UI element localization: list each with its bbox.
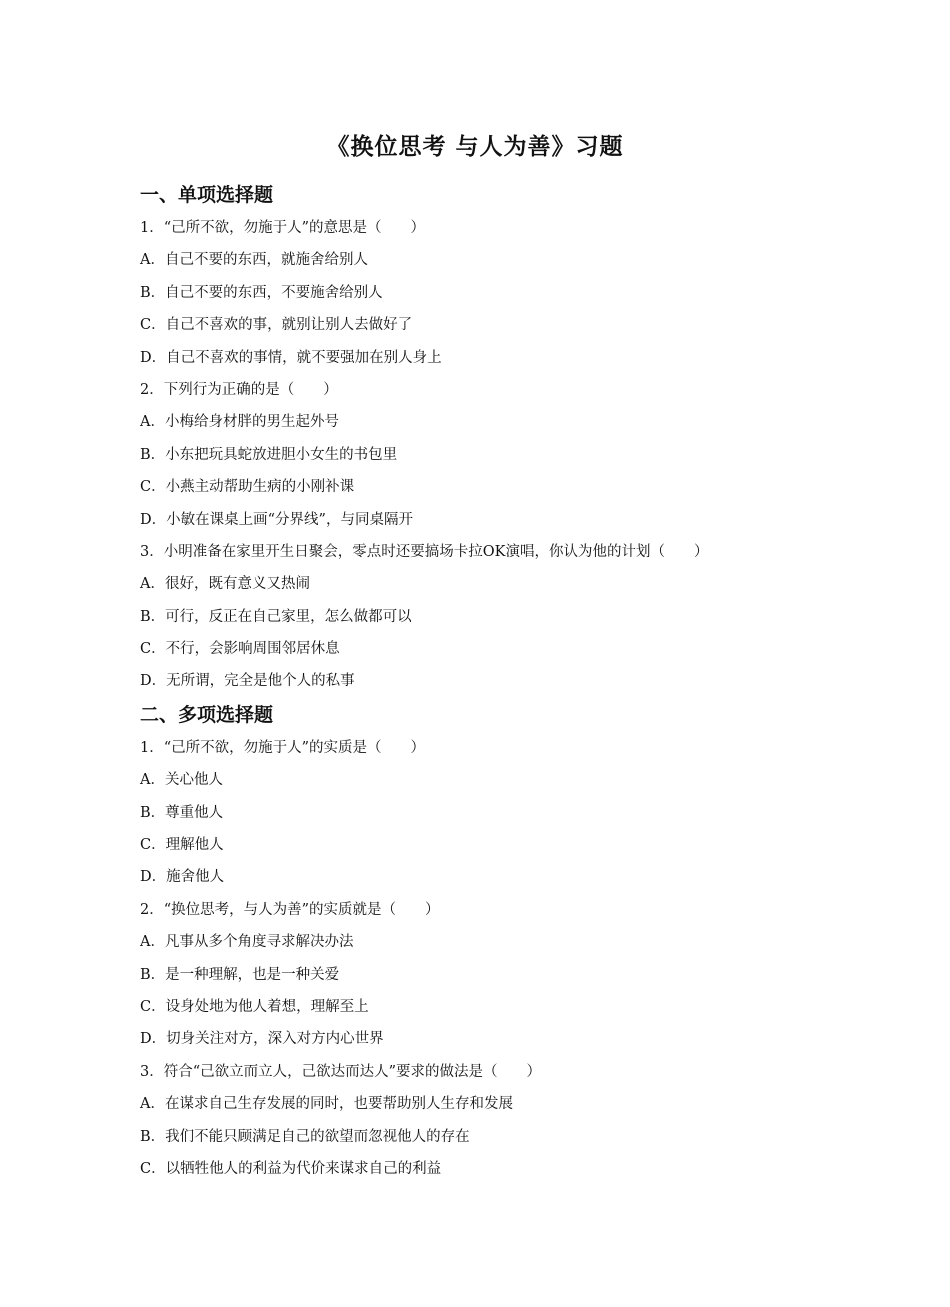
question-block	[140, 374, 840, 536]
question-stem: 2．下列行为正确的是（ ）	[140, 381, 338, 398]
answer-option: C．自己不喜欢的事，就别让别人去做好了	[140, 317, 413, 334]
answer-option: D．小敏在课桌上画“分界线”，与同桌隔开	[140, 511, 413, 528]
question-stem: 3．符合“己欲立而立人，己欲达而达人”要求的做法是（ ）	[140, 1063, 542, 1080]
answer-option: D．无所谓，完全是他个人的私事	[140, 673, 355, 690]
answer-option: B．小东把玩具蛇放进胆小女生的书包里	[140, 446, 398, 463]
answer-option: A．自己不要的东西，就施舍给别人	[140, 252, 368, 269]
answer-option: A．关心他人	[140, 772, 223, 789]
question-stem: 1．“己所不欲，勿施于人”的实质是（ ）	[140, 739, 426, 756]
answer-option: C．设身处地为他人着想，理解至上	[140, 998, 369, 1015]
section-multiple-choice	[140, 698, 840, 1185]
answer-option: B．自己不要的东西，不要施舍给别人	[140, 284, 383, 301]
answer-option: C．以牺牲他人的利益为代价来谋求自己的利益	[140, 1160, 442, 1177]
answer-option: B．可行，反正在自己家里，怎么做都可以	[140, 608, 412, 625]
page-title: 《换位思考 与人为善》习题	[326, 133, 624, 160]
question-block	[140, 732, 840, 894]
question-block	[140, 212, 840, 374]
question-stem: 3．小明准备在家里开生日聚会，零点时还要搞场卡拉OK演唱，你认为他的计划（ ）	[140, 543, 709, 560]
answer-option: B．是一种理解，也是一种关爱	[140, 966, 340, 983]
section-heading: 二、多项选择题	[140, 703, 274, 726]
question-block	[140, 1056, 840, 1186]
question-stem: 2．“换位思考，与人为善”的实质就是（ ）	[140, 901, 440, 918]
answer-option: D．施舍他人	[140, 869, 225, 886]
question-stem: 1．“己所不欲，勿施于人”的意思是（ ）	[140, 220, 426, 236]
answer-option: B．尊重他人	[140, 804, 224, 821]
answer-option: B．我们不能只顾满足自己的欲望而忽视他人的存在	[140, 1128, 470, 1145]
question-block	[140, 536, 840, 698]
answer-option: D．切身关注对方，深入对方内心世界	[140, 1031, 384, 1048]
section-single-choice	[140, 178, 840, 698]
answer-option: C．理解他人	[140, 837, 224, 854]
answer-option: C．不行，会影响周围邻居休息	[140, 641, 340, 658]
answer-option: A．凡事从多个角度寻求解决办法	[140, 934, 354, 951]
answer-option: D．自己不喜欢的事情，就不要强加在别人身上	[140, 349, 442, 366]
answer-option: A．在谋求自己生存发展的同时，也要帮助别人生存和发展	[140, 1096, 513, 1113]
answer-option: A．小梅给身材胖的男生起外号	[140, 414, 339, 431]
section-heading: 一、单项选择题	[140, 184, 274, 206]
document-body	[140, 178, 840, 1185]
answer-option: C．小燕主动帮助生病的小刚补课	[140, 479, 355, 496]
question-block	[140, 894, 840, 1056]
answer-option: A．很好，既有意义又热闹	[140, 576, 310, 593]
